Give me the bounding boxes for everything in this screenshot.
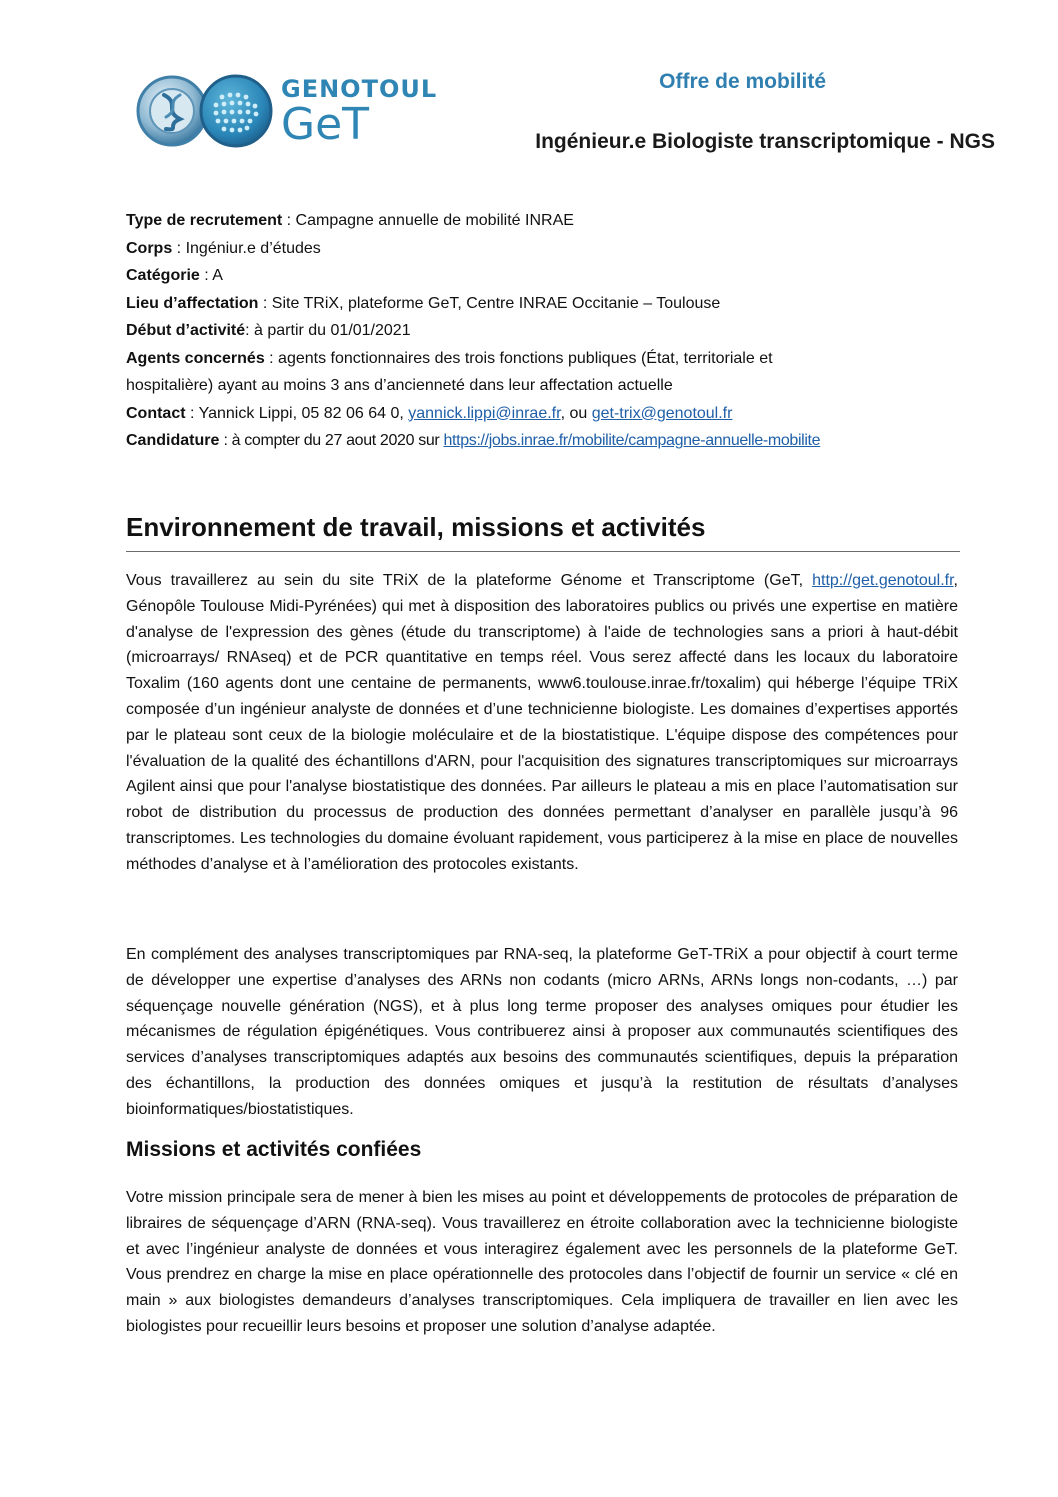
info-label: Lieu d’affectation	[126, 294, 259, 312]
info-row-agents	[126, 345, 966, 373]
info-value: : Ingéniur.e d’études	[172, 239, 321, 257]
info-label: Corps	[126, 239, 173, 257]
section-heading-environment: Environnement de travail, missions et activités	[126, 512, 960, 552]
job-info-block	[126, 207, 966, 455]
info-row-corps	[126, 235, 966, 263]
info-value: : A	[199, 267, 223, 284]
logo-genotoul-text: GENOTOUL	[281, 75, 438, 103]
candidature-link[interactable]: https://jobs.inrae.fr/mobilite/campagne-annuelle-mobilite	[443, 432, 821, 449]
email-link-trix[interactable]: get-trix@genotoul.fr	[591, 404, 733, 422]
info-value: hospitalière) ayant au moins 3 ans d’ancienneté dans leur affectation actuelle	[126, 377, 673, 394]
paragraph-environment-2: En complément des analyses transcriptomiques par RNA-seq, la plateforme GeT-TRiX a pour objectif à court terme de développer une expertise d’analyses des ARNs non codants (micro ARNs, ARNs longs non-codants, …) par séquençage nouvelle génération (NGS), et à plus long terme proposer des analyses omiques pour étudier les mécanismes de régulation épigénétiques. Vous contribuerez ainsi à proposer aux communautés scientifiques des services d’analyses transcriptomiques adaptés aux besoins des communautés scientifiques, depuis la préparation des échantillons, la production des données omiques et jusqu’à la restitution de résultats d’analyses bioinformatiques/biostatistiques.	[126, 946, 958, 1118]
info-label: Agents concernés	[126, 349, 265, 367]
logo-get-text: GeT	[281, 99, 370, 150]
info-label: Catégorie	[126, 267, 200, 284]
section-heading-missions: Missions et activités confiées	[126, 1138, 422, 1161]
job-title: Ingénieur.e Biologiste transcriptomique - NGS	[535, 130, 995, 153]
info-row-categorie	[126, 262, 966, 290]
info-row-contact	[126, 400, 966, 428]
paragraph-missions-1: Votre mission principale sera de mener à bien les mises au point et développements de protocoles de préparation de libraires de séquençage d’ARN (RNA-seq). Vous travaillerez en étroite collaboration avec la technicienne biologiste et avec l’ingénieur analyste de données et vous interagirez également avec les personnels de la plateforme GeT. Vous prendrez en charge la mise en place opérationnelle des protocoles dans l’objectif de fournir un service « clé en main » aux biologistes demandeurs d’analyses transcriptomiques. Cela impliquera de travailler en lien avec les biologistes pour recueillir leurs besoins et proposer une solution d’analyse adaptée.	[126, 1189, 958, 1335]
info-value: : Yannick Lippi, 05 82 06 64 0,	[185, 404, 409, 422]
info-value: : à partir du 01/01/2021	[245, 322, 411, 339]
info-label: Type de recrutement	[126, 212, 283, 229]
paragraph-text: Vous travaillerez au sein du site TRiX de la plateforme Génome et Transcriptome (GeT,	[126, 572, 813, 589]
info-value: : Campagne annuelle de mobilité INRAE	[282, 212, 574, 229]
genotoul-get-logo	[136, 73, 438, 151]
info-row-debut	[126, 317, 966, 345]
paragraph-environment-1	[126, 568, 958, 878]
info-label: Contact	[126, 404, 186, 422]
info-value: : agents fonctionnaires des trois fonctions publiques (État, territoriale et	[264, 349, 773, 367]
info-row-agents-cont	[126, 372, 966, 400]
info-value: : à compter du 27 aout 2020 sur	[219, 432, 444, 449]
get-genotoul-link[interactable]: http://get.genotoul.fr	[812, 572, 954, 589]
logo-icon	[136, 73, 276, 151]
info-label: Candidature	[126, 432, 220, 449]
info-row-lieu	[126, 290, 966, 318]
info-row-type	[126, 207, 966, 235]
info-label: Début d’activité	[126, 322, 246, 339]
info-value: : Site TRiX, plateforme GeT, Centre INRAE Occitanie – Toulouse	[258, 294, 721, 312]
logo-wordmark	[281, 75, 438, 150]
offer-title: Offre de mobilité	[659, 70, 826, 93]
email-link-lippi[interactable]: yannick.lippi@inrae.fr	[408, 404, 561, 422]
info-separator: , ou	[560, 404, 592, 422]
paragraph-text: , Génopôle Toulouse Midi-Pyrénées) qui met à disposition des laboratoires publics ou privés une expertise en matière d'analyse de l'expression des gènes (étude du transcriptome) à l'aide de technologies sans a priori à haut-débit (microarrays/ RNAseq) et de PCR quantitative en temps réel. Vous serez affecté dans les locaux du laboratoire Toxalim (160 agents dont une centaine de permanents, www6.toulouse.inrae.fr/toxalim) qui héberge l’équipe TRiX composée d’un ingénieur analyste de données et d’une technicienne biologiste. Les domaines d’expertises apportés par le plateau sont ceux de la biologie moléculaire et de la biostatistique. L'équipe dispose des compétences pour l'évaluation de la qualité des échantillons d'ARN, pour l'acquisition des signatures transcriptomiques sur microarrays Agilent ainsi que pour l'analyse biostatistique des données. Par ailleurs le plateau a mis en place l’automatisation sur robot de distribution du processus de production des données permettant d’analyser en parallèle jusqu’à 96 transcriptomes. Les technologies du domaine évoluant rapidement, vous participerez à la mise en place de nouvelles méthodes d’analyse et à l’amélioration des protocoles existants.	[126, 572, 958, 873]
info-row-candidature	[126, 427, 966, 455]
